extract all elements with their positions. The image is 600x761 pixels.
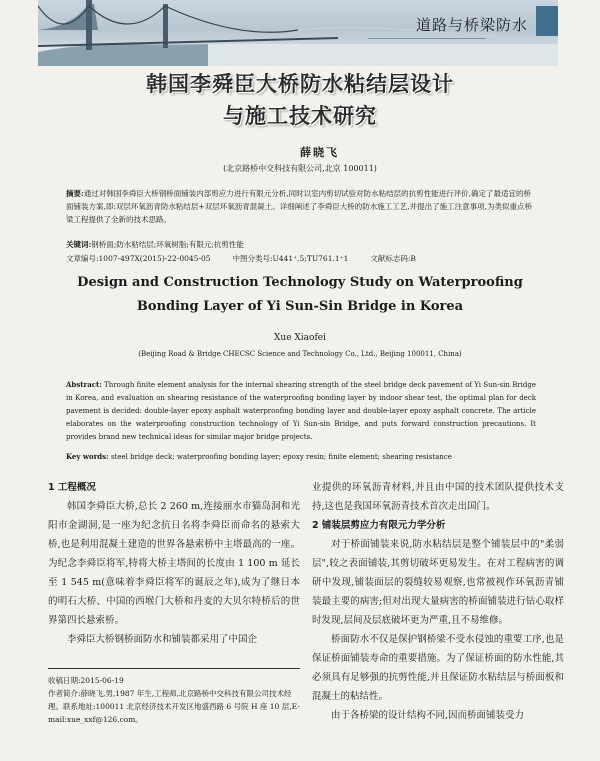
affiliation-en: (Beijing Road & Bridge CHECSC Science and Technology Co., Ltd., Beijing 100011, China) [138,350,462,358]
footnote-divider [48,668,300,669]
author-en: Xue Xiaofei [274,333,326,343]
author-zh: 薛晓飞 [300,146,339,159]
body-column-right [312,478,564,725]
section-1-paragraph-1: 韩国李舜臣大桥,总长 2 260 m,连接丽水市猫岛洞和光阳市金湖洞,是一座为纪念抗日名将李舜臣而命名的悬索大桥,也是利用混凝土建造的世界各悬索桥中主塔最高的一座。为纪念李舜臣将军,特将大桥主塔间的长度由 1 100 m 延长至 1 545 m(意味着李舜臣将军的诞辰之年),成为了继日本的明石大桥、中国的西堠门大桥和丹麦的大贝尔特桥后的世界第四长悬索桥。 [48,501,300,626]
footnote [48,674,300,726]
keywords-en-label: Key words: [66,452,109,461]
affiliation-zh: (北京路桥中交科技有限公司,北京 100011) [223,164,377,173]
section-tag-marker [536,6,558,36]
section-2-paragraph-3: 由于各桥梁的设计结构不同,因而桥面铺装受力 [331,710,525,721]
section-1-paragraph-2: 李舜臣大桥钢桥面防水和铺装都采用了中国企 [67,634,258,645]
abstract-zh-text: 通过对韩国李舜臣大桥钢桥面铺装内部剪应力进行有限元分析,同时以室内剪切试验对防水粘结层的抗剪性能进行评价,确定了最适宜的桥面铺装方案,即:双层环氧沥青防水粘结层+双层环氧沥青混凝土。详细阐述了李舜臣大桥的防水施工工艺,并提出了施工注意事项,为类似重点桥梁工程提供了全新的技术思路。 [66,189,532,224]
document-code: 文献标志码:B [370,254,416,263]
keywords-en-text: steel bridge deck; waterproofing bonding layer; epoxy resin; finite element; shearing resistance [110,453,452,461]
keywords-zh [66,239,538,250]
clc-number: 中图分类号:U441⁺.5;TU761.1⁺1 [232,254,349,263]
article-number: 文章编号:1007-497X(2015)-22-0045-05 [66,254,211,263]
right-column-continuation: 业提供的环氧沥青材料,并且由中国的技术团队提供技术支持,这也是我国环氧沥青技术首次走出国门。 [312,482,564,512]
keywords-zh-label: 关键词: [66,240,92,249]
section-2-paragraph-2: 桥面防水不仅是保护钢桥梁不受水侵蚀的重要工序,也是保证桥面铺装寿命的重要措施。为了保证桥面的防水性能,其必须具有足够强的抗剪性能,并且保证防水粘结层与桥面板和混凝土的粘结性。 [312,634,564,702]
title-zh-line2: 与施工技术研究 [223,104,377,128]
article-meta-zh [66,253,538,264]
body-column-left [48,478,300,649]
section-2-heading: 2 铺装层剪应力有限元力学分析 [312,520,446,531]
section-2-paragraph-1: 对于桥面铺装来说,防水粘结层是整个铺装层中的"柔弱层",较之表面铺装,其剪切破坏更易发生。在对工程病害的调研中发现,铺装面层的裂缝较易观察,也常被视作环氧沥青铺装最主要的病害;但对出现大量病害的桥面铺装进行钻心取样时发现,层间及层底破坏更为严重,且不易维修。 [312,539,564,626]
title-en-line2: Bonding Layer of Yi Sun-Sin Bridge in Korea [136,299,464,314]
title-en-line1: Design and Construction Technology Study on Waterproofing [77,275,523,290]
abstract-zh [66,187,538,226]
received-date: 收稿日期:2015-06-19 [48,676,124,685]
abstract-en-label: Abstract: [66,380,102,389]
abstract-en [66,378,536,444]
author-introduction: 作者简介:薛晓飞,男,1987 年生,工程师,北京路桥中交科技有限公司技术经理。联系地址:100011 北京经济技术开发区地盛西路 6 号院 H 座 10 层,E-mail:xue_xxf@126.com。 [48,689,300,724]
header-rule [368,38,486,39]
abstract-en-text: Through finite element analysis for the internal shearing strength of the steel bridge deck pavement of Yi Sun-sin Bridge in Korea, and evaluation on shearing resistance of the waterproofing bonding layer by indoor shear test, the optimal plan for deck pavement is decided: double-layer epoxy asphalt waterproofing bonding layer and double-layer epoxy asphalt concrete. The article elaborates on the waterproofing construction technology of Yi Sun-sin Bridge, and puts forward construction precautions. It provides brand new technical ideas for similar major bridge projects. [66,381,536,441]
keywords-zh-text: 钢桥面;防水粘结层;环氧树脂;有限元;抗剪性能 [91,240,244,249]
title-zh-line1: 韩国李舜臣大桥防水粘结层设计 [146,72,454,96]
keywords-en [66,452,536,461]
abstract-zh-label: 摘要: [66,189,84,198]
section-1-heading: 1 工程概况 [48,482,96,493]
section-tag: 道路与桥梁防水 [415,16,528,34]
